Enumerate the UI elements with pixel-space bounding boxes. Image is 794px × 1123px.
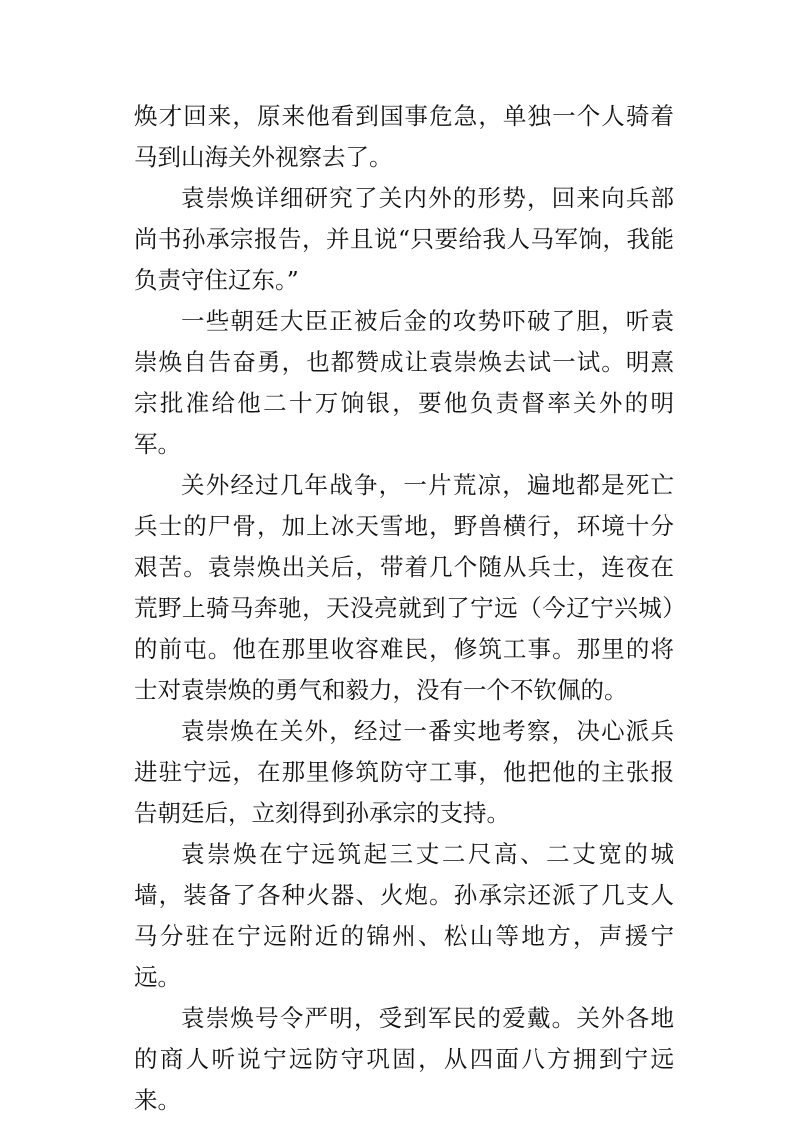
paragraph-6: 袁崇焕在宁远筑起三丈二尺高、二丈宽的城墙，装备了各种火器、火炮。孙承宗还派了几支人马分驻在宁远附近的锦州、松山等地方，声援宁远。 — [134, 840, 674, 991]
paragraph-5: 袁崇焕在关外，经过一番实地考察，决心派兵进驻宁远，在那里修筑防守工事，他把他的主张报告朝廷后，立刻得到孙承宗的支持。 — [134, 717, 674, 827]
paragraph-2: 袁崇焕详细研究了关内外的形势，回来向兵部尚书孙承宗报告，并且说“只要给我人马军饷，我能负责守住辽东。” — [134, 184, 674, 294]
paragraph-3: 一些朝廷大臣正被后金的攻势吓破了胆，听袁崇焕自告奋勇，也都赞成让袁崇焕去试一试。明熹宗批准给他二十万饷银，要他负责督率关外的明军。 — [134, 307, 674, 458]
document-page — [134, 96, 674, 1121]
paragraph-7: 袁崇焕号令严明，受到军民的爱戴。关外各地的商人听说宁远防守巩固，从四面八方拥到宁远来。 — [134, 1004, 674, 1114]
paragraph-4: 关外经过几年战争，一片荒凉，遍地都是死亡兵士的尸骨，加上冰天雪地，野兽横行，环境十分艰苦。袁崇焕出关后，带着几个随从兵士，连夜在荒野上骑马奔驰，天没亮就到了宁远（今辽宁兴城）的前屯。他在那里收容难民，修筑工事。那里的将士对袁崇焕的勇气和毅力，没有一个不钦佩的。 — [134, 471, 674, 704]
paragraph-1: 焕才回来，原来他看到国事危急，单独一个人骑着马到山海关外视察去了。 — [134, 102, 674, 171]
